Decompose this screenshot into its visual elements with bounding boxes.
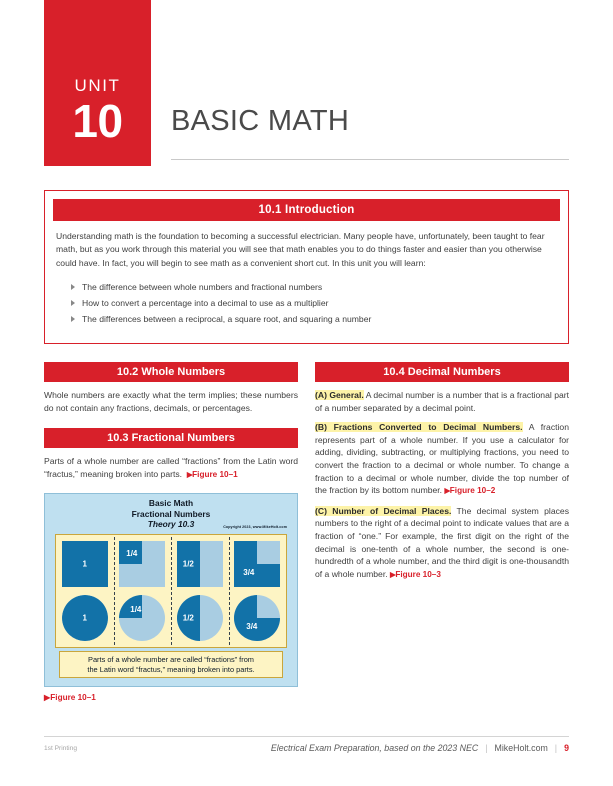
circle-three-quarters — [234, 595, 280, 641]
footer-page-number: 9 — [564, 743, 569, 753]
fractional-numbers-paragraph — [44, 455, 298, 481]
unit-block — [44, 0, 151, 166]
figure-reference-label: Figure 10–1 — [192, 469, 238, 479]
bullet-triangle-icon — [71, 300, 75, 306]
circle-one-half — [177, 595, 223, 641]
title-wrapper — [171, 0, 569, 166]
figure-caption-line-1: Parts of a whole number are called “fractions” from — [88, 655, 254, 665]
footer-printing-label: 1st Printing — [44, 745, 77, 752]
circle-label: 3/4 — [246, 622, 258, 632]
square-label: 1/2 — [182, 559, 194, 569]
figure-reference-link[interactable] — [390, 570, 441, 579]
square-fill — [257, 564, 280, 587]
run-in-heading: (C) Number of Decimal Places. — [315, 505, 452, 516]
circle-label: 1/4 — [130, 605, 142, 615]
section-bar-fractional-numbers: 10.3 Fractional Numbers — [44, 428, 298, 448]
footer-book-title: Electrical Exam Preparation, based on the 2023 NEC — [270, 743, 479, 753]
square-label: 1 — [82, 559, 87, 569]
unit-word-label: UNIT — [74, 76, 121, 95]
run-in-heading: (B) Fractions Converted to Decimal Numbers. — [315, 422, 523, 433]
square-label: 3/4 — [243, 568, 255, 578]
figure-diagram-panel — [55, 534, 287, 648]
introduction-section-bar: 10.1 Introduction — [53, 199, 560, 221]
introduction-bullet-list — [53, 279, 560, 327]
figure-arrow-icon: ▶ — [44, 693, 51, 703]
figure-reference-label: Figure 10–3 — [395, 569, 441, 579]
figure-label-below-text: Figure 10–1 — [50, 693, 96, 703]
figure-fractional-numbers — [44, 493, 298, 687]
page-header — [0, 0, 613, 166]
figure-reference-link[interactable] — [444, 486, 495, 495]
circle-one-quarter — [119, 595, 165, 641]
unit-number-label: 10 — [72, 95, 123, 147]
footer-website[interactable]: MikeHolt.com — [494, 743, 548, 753]
decimal-item-fractions-converted — [315, 421, 569, 498]
figure-title-line-3: Theory 10.3 — [147, 518, 195, 529]
list-item-label: The difference between whole numbers and fractional numbers — [82, 282, 323, 293]
square-label: 1/4 — [126, 549, 138, 559]
whole-numbers-paragraph: Whole numbers are exactly what the term implies; these numbers do not contain any fractions, decimals, or percentages. — [44, 390, 298, 413]
figure-title-line-1: Basic Math — [148, 498, 194, 509]
left-column — [44, 362, 298, 702]
square-three-quarters — [234, 541, 280, 587]
right-column — [315, 362, 569, 581]
bullet-triangle-icon — [71, 316, 75, 322]
circle-whole — [62, 595, 108, 641]
run-in-body-text: The decimal system places numbers to the right of a decimal point to indicate values that are a fraction of “one.” For example, the first digit on the right of the decimal is one-tenth of a whole number, the second is one-hundredth of a whole number, and the third digit is one-thousandth of a whole number. — [315, 505, 569, 579]
figure-reference-label: Figure 10–2 — [449, 486, 496, 496]
list-item-label: How to convert a percentage into a decimal to use as a multiplier — [82, 298, 329, 309]
page-title: BASIC MATH — [171, 105, 350, 137]
circle-label: 1 — [82, 613, 87, 623]
figure-caption-line-2: the Latin word “fractus,” meaning broken into parts. — [87, 664, 255, 674]
page-footer — [44, 736, 569, 766]
section-bar-whole-numbers: 10.2 Whole Numbers — [44, 362, 298, 382]
introduction-paragraph: Understanding math is the foundation to becoming a successful electrician. Many people have, unfortunately, been taught to fear math, but as you work through this material you will see that math enables you to do things faster and easier than you otherwise could have. In fact, you will begin to see math as a convenient short cut. In this unit you will learn: — [56, 231, 545, 268]
run-in-body-text: A decimal number is a number that is a fractional part of a number separated by a decimal point. — [315, 390, 569, 413]
square-one-half — [177, 541, 223, 587]
square-one-quarter — [119, 541, 165, 587]
figure-title-line-2: Fractional Numbers — [131, 508, 211, 519]
column-spacer — [44, 414, 298, 428]
list-item — [53, 311, 560, 327]
list-item — [53, 279, 560, 295]
fractional-numbers-text: Parts of a whole number are called “fractions” from the Latin word “fractus,” meaning broken into parts. — [44, 456, 298, 479]
figure-label-below[interactable] — [44, 692, 298, 702]
figure-cell-whole — [56, 535, 114, 647]
figure-wrapper — [44, 493, 298, 702]
figure-cell-one-quarter — [114, 535, 172, 647]
figure-arrow-icon: ▶ — [390, 569, 396, 579]
figure-cell-three-quarters — [229, 535, 287, 647]
run-in-body-text: A fraction represents part of a whole number. If you use a calculator for adding, dividing, subtracting, or multiplying fractions, you need to convert the fraction to a decimal or whole number. To change a fraction to a decimal or whole number, divide the top number of the fraction by its bottom number. — [315, 422, 569, 496]
title-divider — [171, 159, 569, 160]
list-item-label: The differences between a reciprocal, a square root, and squaring a number — [82, 314, 372, 325]
square-fill — [234, 541, 257, 587]
circle-fill — [234, 595, 257, 641]
figure-reference-link[interactable] — [187, 470, 238, 479]
list-item — [53, 295, 560, 311]
circle-label: 1/2 — [182, 613, 194, 623]
introduction-box — [44, 190, 569, 344]
decimal-item-number-of-places — [315, 505, 569, 582]
bullet-triangle-icon — [71, 284, 75, 290]
square-whole — [62, 541, 108, 587]
figure-arrow-icon: ▶ — [444, 486, 450, 496]
footer-separator: | — [485, 743, 488, 753]
footer-separator: | — [554, 743, 558, 753]
figure-copyright: Copyright 2023, www.MikeHolt.com — [223, 525, 287, 530]
figure-cell-one-half — [171, 535, 229, 647]
figure-arrow-icon: ▶ — [186, 469, 193, 479]
section-bar-decimal-numbers: 10.4 Decimal Numbers — [315, 362, 569, 382]
figure-caption-box — [59, 651, 283, 678]
circle-fill — [257, 618, 280, 641]
footer-divider — [44, 736, 569, 737]
decimal-item-general — [315, 389, 569, 414]
run-in-heading: (A) General. — [315, 390, 364, 400]
footer-right-group — [271, 743, 569, 753]
